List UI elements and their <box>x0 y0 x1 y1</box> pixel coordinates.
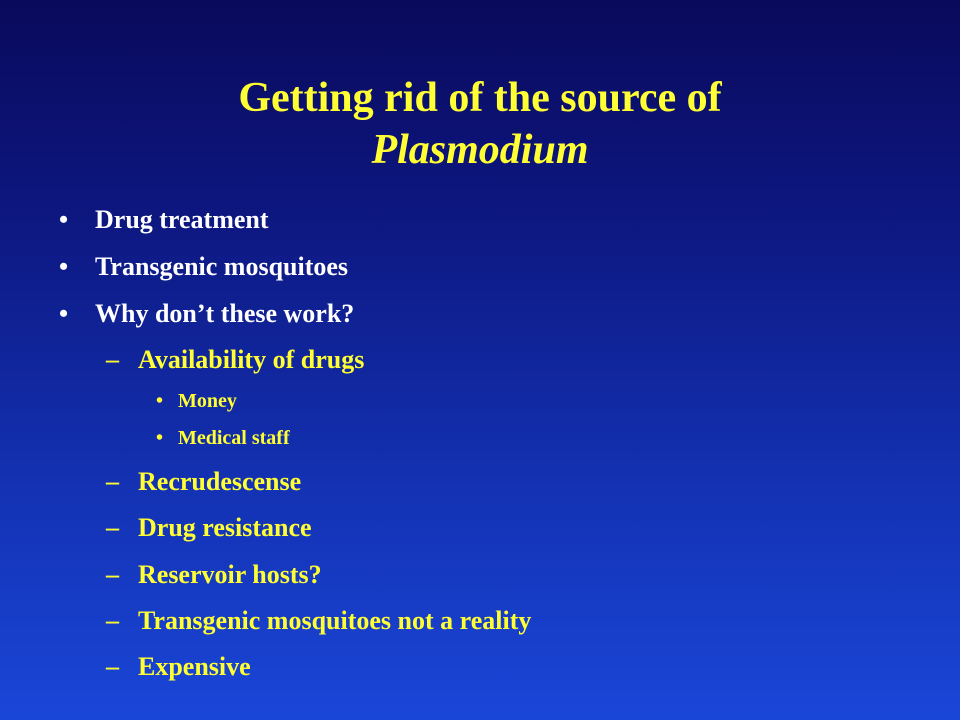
dash-marker: – <box>106 467 119 496</box>
bullet-marker: • <box>59 205 69 234</box>
bullet-text: Drug treatment <box>95 205 269 234</box>
bullet-text: Reservoir hosts? <box>138 560 322 589</box>
dash-marker: – <box>106 560 119 589</box>
bullet-marker: • <box>156 427 164 449</box>
sub-bullet-item <box>106 345 365 375</box>
bullet-item <box>59 205 269 235</box>
dash-marker: – <box>106 513 119 542</box>
bullet-marker: • <box>59 299 69 328</box>
bullet-marker: • <box>156 390 164 412</box>
sub-sub-bullet-item <box>156 390 237 413</box>
sub-bullet-item <box>106 467 302 497</box>
bullet-text: Expensive <box>138 652 251 681</box>
dash-marker: – <box>106 606 119 635</box>
bullet-item <box>59 252 349 282</box>
bullet-text: Why don’t these work? <box>95 299 355 328</box>
dash-marker: – <box>106 345 119 374</box>
bullet-marker: • <box>59 252 69 281</box>
bullet-text: Money <box>178 390 237 412</box>
bullet-text: Availability of drugs <box>138 345 365 374</box>
sub-bullet-item <box>106 606 532 636</box>
bullet-item <box>59 299 355 329</box>
sub-bullet-item <box>106 560 322 590</box>
bullet-text: Recrudescense <box>138 467 302 496</box>
sub-sub-bullet-item <box>156 427 290 450</box>
bullet-text: Transgenic mosquitoes <box>95 252 349 281</box>
bullet-text: Transgenic mosquitoes not a reality <box>138 606 532 635</box>
sub-bullet-item <box>106 513 312 543</box>
title-line-1: Getting rid of the source of <box>238 75 722 121</box>
bullet-text: Medical staff <box>178 427 290 449</box>
sub-bullet-item <box>106 652 251 682</box>
title-line-2: Plasmodium <box>371 127 589 173</box>
bullet-text: Drug resistance <box>138 513 312 542</box>
dash-marker: – <box>106 652 119 681</box>
